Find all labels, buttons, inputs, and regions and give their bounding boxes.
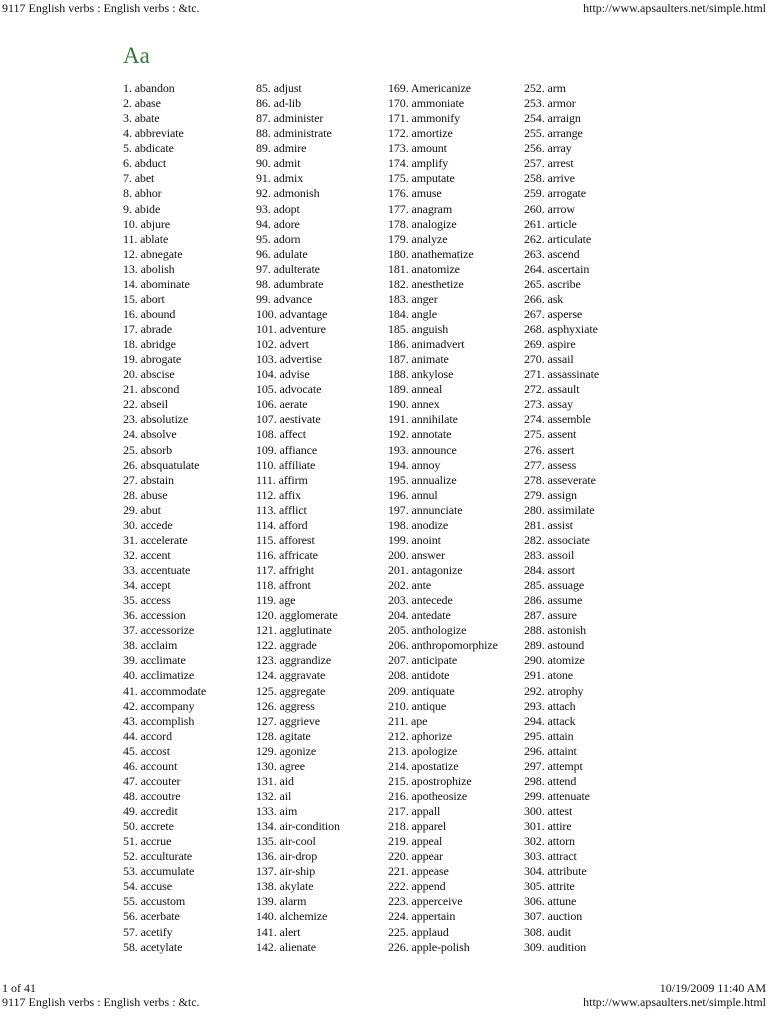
verb-entry: 188. ankylose [388,367,454,382]
verb-entry: 211. ape [388,713,428,728]
verb-entry: 181. anatomize [388,261,460,276]
verb-entry: 270. assail [524,352,574,367]
verb-entry: 122. aggrade [256,638,317,653]
verb-entry: 23. absolutize [123,412,189,427]
verb-entry: 100. advantage [256,306,328,321]
verb-entry: 295. attain [524,728,574,743]
verb-entry: 49. accredit [123,804,178,818]
verb-entry: 194. annoy [388,457,441,472]
verb-entry: 12. abnegate [123,246,183,261]
verb-entry: 58. acetylate [123,939,183,954]
verb-entry: 303. attract [524,849,577,864]
verb-entry: 171. ammonify [388,111,461,126]
verb-entry: 52. acculturate [123,849,193,864]
verb-entry: 21. abscond [123,382,180,397]
verb-entry: 46. account [123,758,178,773]
verb-entry: 192. annotate [388,427,452,442]
verb-entry: 262. articulate [524,231,592,246]
footer-page-number: 1 of 41 [2,981,36,995]
verb-entry: 179. analyze [388,231,448,246]
verb-entry: 107. aestivate [256,412,321,427]
verb-entry: 115. afforest [256,532,315,547]
verb-entry: 25. absorb [123,442,172,457]
verb-entry: 18. abridge [123,337,176,352]
verb-entry: 87. administer [256,111,324,126]
verb-entry: 267. asperse [524,306,583,321]
verb-entry: 216. apotheosize [388,788,468,803]
verb-entry: 217. appall [388,804,441,818]
verb-entry: 125. aggregate [256,683,326,698]
verb-entry: 89. admire [256,141,307,156]
verb-entry: 45. accost [123,743,170,758]
verb-entry: 214. apostatize [388,758,459,773]
verb-entry: 123. aggrandize [256,653,332,668]
verb-entry: 195. annualize [388,472,457,487]
verb-entry: 3. abate [123,111,160,126]
verb-entry: 10. abjure [123,216,170,231]
verb-entry: 91. admix [256,171,304,186]
verb-entry: 265. ascribe [524,276,581,291]
verb-entry: 189. anneal [388,382,443,397]
verb-entry: 286. assume [524,593,583,608]
verb-entry: 99. advance [256,291,313,306]
verb-entry: 258. arrive [524,171,575,186]
verb-entry: 28. abuse [123,487,168,502]
verb-entry: 283. assoil [524,547,575,562]
verb-entry: 109. affiance [256,442,318,457]
verb-entry: 130. agree [256,758,305,773]
verb-entry: 264. ascertain [524,261,590,276]
verb-entry: 11. ablate [123,231,169,246]
verb-entry: 8. abhor [123,186,162,201]
verb-entry: 300. attest [524,804,573,818]
verb-entry: 96. adulate [256,246,308,261]
verb-entry: 140. alchemize [256,909,328,924]
verb-column-1 [123,81,206,955]
verb-entry: 183. anger [388,291,438,306]
verb-entry: 301. attire [524,819,572,834]
verb-entry: 111. affirm [256,472,308,487]
header-page-title: 9117 English verbs : English verbs : &tc. [2,1,200,15]
verb-entry: 6. abduct [123,156,167,171]
verb-entry: 226. apple-polish [388,939,470,954]
verb-entry: 42. accompany [123,698,195,713]
verb-entry: 306. attune [524,894,577,909]
verb-entry: 121. agglutinate [256,623,332,638]
verb-entry: 141. alert [256,924,301,939]
verb-entry: 119. age [256,593,296,608]
verb-entry: 173. amount [388,141,447,156]
verb-entry: 116. affricate [256,547,318,562]
verb-entry: 19. abrogate [123,352,182,367]
verb-entry: 34. accept [123,578,171,593]
verb-entry: 276. assert [524,442,575,457]
verb-entry: 190. annex [388,397,440,412]
verb-entry: 224. appertain [388,909,456,924]
verb-entry: 139. alarm [256,894,307,909]
verb-entry: 253. armor [524,96,576,111]
verb-entry: 223. apperceive [388,894,463,909]
verb-entry: 281. assist [524,517,573,532]
verb-entry: 13. abolish [123,261,175,276]
verb-entry: 206. anthropomorphize [388,638,498,653]
verb-entry: 275. assent [524,427,577,442]
verb-entry: 307. auction [524,909,583,924]
verb-list [0,81,768,954]
verb-entry: 220. appear [388,849,443,864]
verb-entry: 41. accommodate [123,683,207,698]
verb-entry: 136. air-drop [256,849,318,864]
section-heading: Aa [123,43,150,68]
verb-entry: 254. arraign [524,111,581,126]
verb-entry: 199. anoint [388,532,441,547]
verb-entry: 112. affix [256,487,301,502]
verb-entry: 30. accede [123,517,173,532]
verb-entry: 169. Americanize [388,81,472,95]
verb-entry: 37. accessorize [123,623,195,638]
verb-entry: 51. accrue [123,834,172,849]
verb-entry: 90. admit [256,156,301,171]
verb-entry: 202. ante [388,578,432,593]
verb-entry: 263. ascend [524,246,580,261]
verb-entry: 278. asseverate [524,472,596,487]
verb-entry: 193. announce [388,442,457,457]
verb-entry: 88. administrate [256,126,332,141]
verb-entry: 196. annul [388,487,438,502]
verb-entry: 273. assay [524,397,573,412]
verb-entry: 225. applaud [388,924,449,939]
verb-entry: 174. amplify [388,156,449,171]
verb-entry: 126. aggress [256,698,315,713]
verb-entry: 178. analogize [388,216,457,231]
verb-entry: 308. audit [524,924,571,939]
verb-entry: 137. air-ship [256,864,316,879]
verb-entry: 35. access [123,593,171,608]
verb-entry: 280. assimilate [524,502,595,517]
verb-entry: 282. associate [524,532,590,547]
verb-entry: 38. acclaim [123,638,178,653]
verb-entry: 27. abstain [123,472,174,487]
verb-entry: 298. attend [524,773,577,788]
verb-entry: 290. atomize [524,653,585,668]
verb-entry: 271. assassinate [524,367,600,382]
verb-entry: 259. arrogate [524,186,587,201]
verb-entry: 120. agglomerate [256,608,338,623]
verb-entry: 182. anesthetize [388,276,464,291]
verb-entry: 55. accustom [123,894,186,909]
verb-entry: 266. ask [524,291,564,306]
verb-entry: 309. audition [524,939,587,954]
verb-entry: 33. accentuate [123,563,191,577]
verb-entry: 294. attack [524,713,576,728]
verb-entry: 219. appeal [388,834,443,849]
verb-entry: 274. assemble [524,412,591,427]
verb-entry: 2. abase [123,96,161,111]
verb-entry: 54. accuse [123,879,172,894]
verb-entry: 106. aerate [256,397,308,412]
verb-entry: 289. astound [524,638,585,653]
verb-entry: 293. attach [524,698,576,713]
verb-entry: 86. ad-lib [256,96,301,111]
verb-entry: 255. arrange [524,126,583,141]
verb-entry: 7. abet [123,171,155,186]
verb-entry: 186. animadvert [388,337,465,352]
verb-entry: 284. assort [524,563,575,577]
verb-column-3 [388,81,498,955]
verb-entry: 117. affright [256,563,315,577]
verb-column-2 [256,81,340,955]
footer-page-title: 9117 English verbs : English verbs : &tc. [2,995,200,1009]
verb-entry: 184. angle [388,306,437,321]
verb-entry: 22. abseil [123,397,168,412]
verb-entry: 48. accoutre [123,788,181,803]
verb-entry: 170. ammoniate [388,96,464,111]
verb-entry: 215. apostrophize [388,773,472,788]
verb-entry: 208. antidote [388,668,450,683]
verb-entry: 297. attempt [524,758,583,773]
verb-entry: 205. anthologize [388,623,467,638]
verb-entry: 114. afford [256,517,308,532]
verb-entry: 1. abandon [123,81,175,95]
verb-entry: 133. aim [256,804,298,818]
verb-entry: 222. append [388,879,446,894]
verb-entry: 5. abdicate [123,141,174,156]
verb-entry: 131. aid [256,773,294,788]
verb-entry: 17. abrade [123,322,172,336]
verb-entry: 97. adulterate [256,261,320,276]
verb-entry: 39. acclimate [123,653,186,668]
verb-entry: 252. arm [524,81,566,95]
verb-entry: 212. aphorize [388,728,453,743]
verb-entry: 101. adventure [256,322,326,336]
verb-entry: 177. anagram [388,201,453,216]
verb-entry: 218. apparel [388,819,447,834]
verb-entry: 124. aggravate [256,668,326,683]
verb-entry: 98. adumbrate [256,276,324,291]
verb-entry: 197. annunciate [388,502,463,517]
verb-entry: 198. anodize [388,517,449,532]
verb-entry: 127. aggrieve [256,713,321,728]
verb-entry: 113. afflict [256,502,307,517]
verb-entry: 296. attaint [524,743,577,758]
verb-entry: 20. abscise [123,367,175,382]
verb-entry: 180. anathematize [388,246,474,261]
verb-entry: 288. astonish [524,623,587,638]
verb-entry: 285. assuage [524,578,585,593]
verb-entry: 32. accent [123,547,171,562]
verb-entry: 14. abominate [123,276,190,291]
verb-entry: 26. absquatulate [123,457,200,472]
verb-entry: 142. alienate [256,939,317,954]
verb-entry: 203. antecede [388,593,453,608]
verb-entry: 44. accord [123,728,172,743]
verb-entry: 9. abide [123,201,161,216]
verb-entry: 135. air-cool [256,834,316,849]
verb-entry: 56. acerbate [123,909,180,924]
verb-entry: 292. atrophy [524,683,584,698]
verb-entry: 172. amortize [388,126,453,141]
footer-url: http://www.apsaulters.net/simple.html [583,995,766,1009]
verb-entry: 108. affect [256,427,306,442]
verb-entry: 204. antedate [388,608,451,623]
verb-entry: 138. akylate [256,879,314,894]
verb-entry: 105. advocate [256,382,322,397]
verb-entry: 24. absolve [123,427,177,442]
verb-entry: 187. animate [388,352,449,367]
verb-entry: 304. attribute [524,864,587,879]
verb-entry: 57. acetify [123,924,173,939]
verb-entry: 269. aspire [524,337,576,352]
verb-entry: 132. ail [256,788,292,803]
verb-entry: 31. accelerate [123,532,188,547]
verb-entry: 305. attrite [524,879,575,894]
verb-column-4 [524,81,599,955]
verb-entry: 93. adopt [256,201,300,216]
verb-entry: 16. abound [123,306,176,321]
verb-entry: 95. adorn [256,231,301,246]
verb-entry: 129. agonize [256,743,317,758]
verb-entry: 291. atone [524,668,573,683]
verb-entry: 191. annihilate [388,412,458,427]
verb-entry: 85. adjust [256,81,302,95]
verb-entry: 200. answer [388,547,445,562]
verb-entry: 43. accomplish [123,713,195,728]
verb-entry: 53. accumulate [123,864,195,879]
verb-entry: 277. assess [524,457,577,472]
verb-entry: 299. attenuate [524,788,590,803]
verb-entry: 279. assign [524,487,577,502]
verb-entry: 221. appease [388,864,449,879]
verb-entry: 287. assure [524,608,577,623]
verb-entry: 128. agitate [256,728,311,743]
verb-entry: 176. amuse [388,186,442,201]
verb-entry: 92. admonish [256,186,320,201]
verb-entry: 4. abbreviate [123,126,184,141]
verb-entry: 185. anguish [388,322,449,336]
verb-entry: 29. abut [123,502,161,517]
verb-entry: 260. arrow [524,201,575,216]
header-url: http://www.apsaulters.net/simple.html [583,1,766,15]
verb-entry: 201. antagonize [388,563,463,577]
verb-entry: 268. asphyxiate [524,322,598,336]
verb-entry: 103. advertise [256,352,322,367]
verb-entry: 134. air-condition [256,819,340,834]
verb-entry: 213. apologize [388,743,458,758]
verb-entry: 209. antiquate [388,683,455,698]
verb-entry: 110. affiliate [256,457,316,472]
verb-entry: 210. antique [388,698,447,713]
verb-entry: 302. attorn [524,834,575,849]
verb-entry: 257. arrest [524,156,574,171]
verb-entry: 118. affront [256,578,311,593]
verb-entry: 272. assault [524,382,580,397]
verb-entry: 175. amputate [388,171,455,186]
verb-entry: 94. adore [256,216,300,231]
footer-datetime: 10/19/2009 11:40 AM [659,981,766,995]
verb-entry: 256. array [524,141,572,156]
verb-entry: 50. accrete [123,819,174,834]
verb-entry: 36. accession [123,608,186,623]
verb-entry: 40. acclimatize [123,668,195,683]
verb-entry: 104. advise [256,367,310,382]
verb-entry: 102. advert [256,337,309,352]
verb-entry: 207. anticipate [388,653,458,668]
verb-entry: 261. article [524,216,577,231]
verb-entry: 15. abort [123,291,165,306]
verb-entry: 47. accouter [123,773,181,788]
